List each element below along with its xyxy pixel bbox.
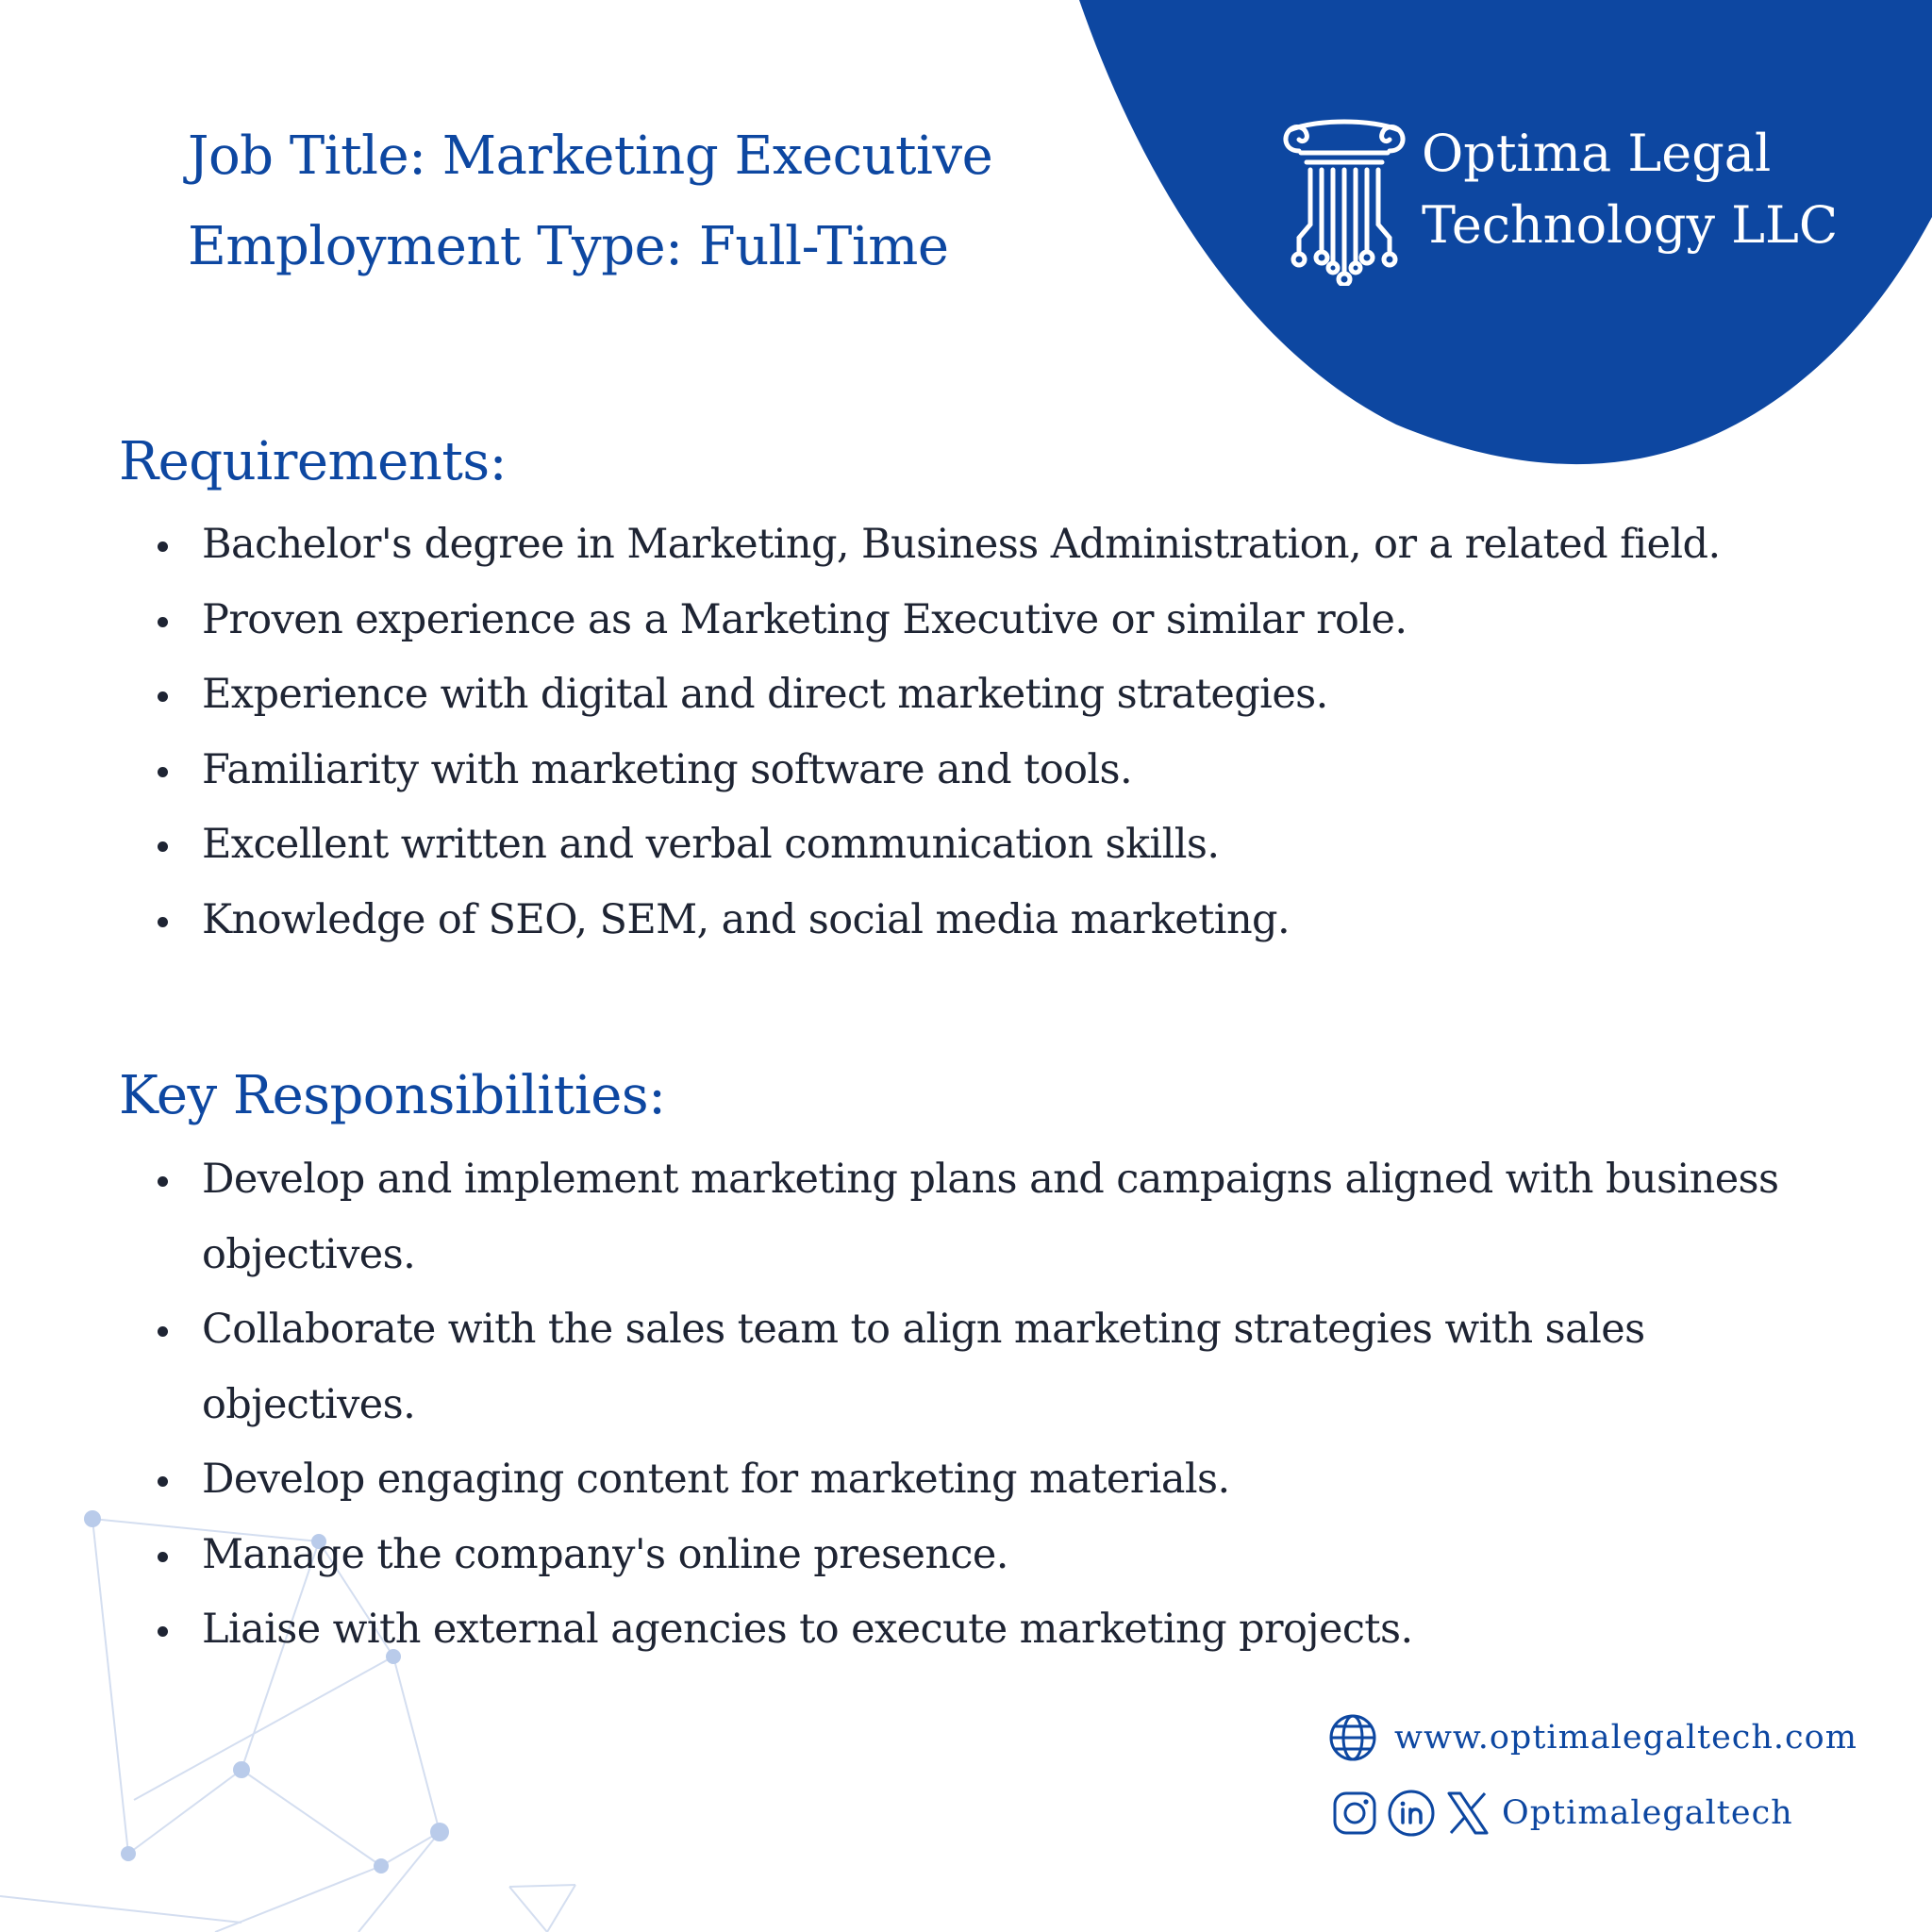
social-row <box>1328 1789 1932 1840</box>
linkedin-icon[interactable] <box>1387 1789 1436 1838</box>
list-item: Knowledge of SEO, SEM, and social media marketing. <box>151 883 1811 958</box>
job-header <box>188 111 992 292</box>
pillar-circuit-icon <box>1278 111 1410 286</box>
list-item: Familiarity with marketing software and tools. <box>151 733 1811 808</box>
company-name-line2: Technology LLC <box>1422 195 1839 255</box>
responsibilities-title: Key Responsibilities: <box>119 1065 666 1126</box>
list-item: Experience with digital and direct marketing strategies. <box>151 658 1811 733</box>
website-link[interactable]: www.optimalegaltech.com <box>1394 1719 1857 1757</box>
job-title: Job Title: Marketing Executive <box>188 125 993 187</box>
list-item: Excellent written and verbal communication skills. <box>151 808 1811 883</box>
website-row <box>1328 1713 1932 1764</box>
list-item: Collaborate with the sales team to align marketing strategies with sales objectives. <box>151 1292 1811 1442</box>
requirements-title: Requirements: <box>119 431 507 492</box>
x-icon[interactable] <box>1443 1789 1492 1838</box>
company-logo <box>1278 111 1882 291</box>
social-handle[interactable]: Optimalegaltech <box>1502 1794 1793 1832</box>
list-item: Develop engaging content for marketing materials. <box>151 1442 1811 1518</box>
globe-icon <box>1328 1713 1377 1762</box>
list-item: Proven experience as a Marketing Executive or similar role. <box>151 583 1811 658</box>
instagram-icon[interactable] <box>1330 1789 1379 1838</box>
list-item: Develop and implement marketing plans and campaigns aligned with business objectives. <box>151 1142 1811 1292</box>
company-name-line1: Optima Legal <box>1422 124 1772 183</box>
list-item: Manage the company's online presence. <box>151 1518 1811 1593</box>
list-item: Bachelor's degree in Marketing, Business Administration, or a related field. <box>151 508 1811 583</box>
responsibilities-list <box>151 1142 1811 1668</box>
employment-type: Employment Type: Full-Time <box>188 216 949 277</box>
requirements-list <box>151 508 1811 958</box>
company-name <box>1422 118 1838 261</box>
list-item: Liaise with external agencies to execute marketing projects. <box>151 1592 1811 1668</box>
